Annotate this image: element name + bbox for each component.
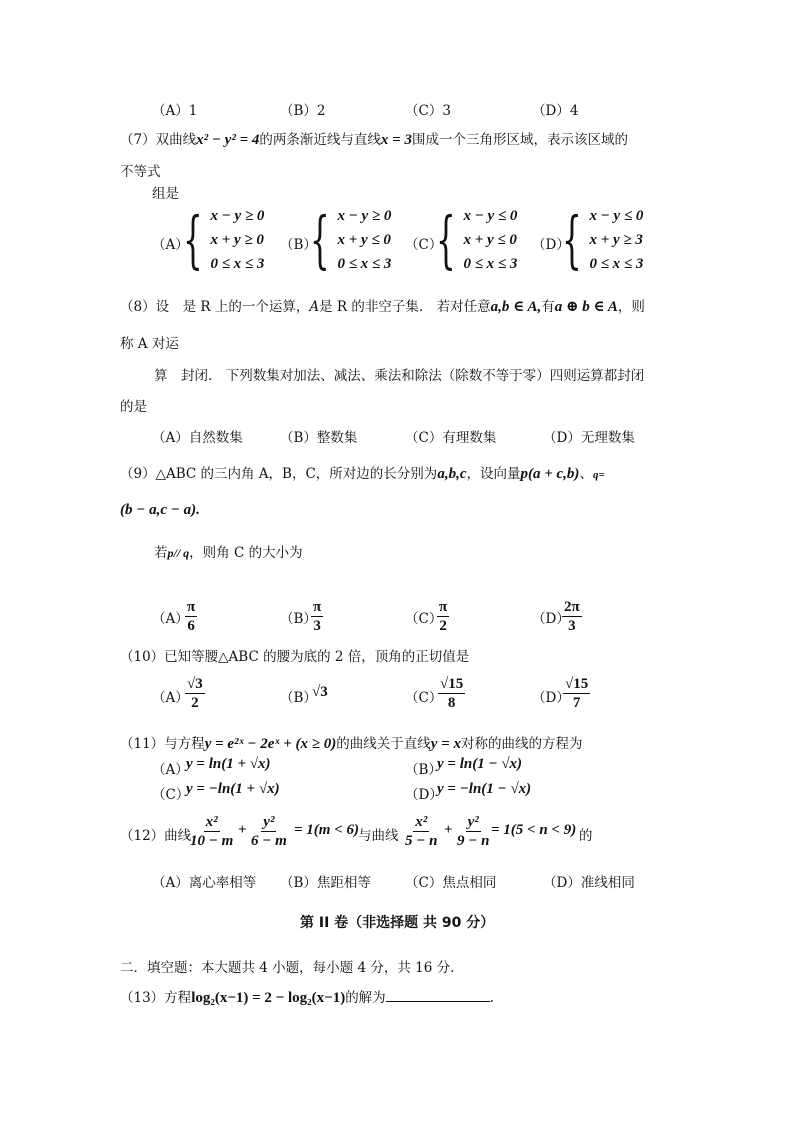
- q11-option-d-label: （D）: [405, 787, 443, 803]
- q9-mid: ，设向量: [466, 466, 521, 482]
- q8-stem: [120, 295, 645, 316]
- q11-line: y = x: [430, 736, 461, 752]
- q12-fraction-1: $\frac{\text{x²}}{10 - m}$: [190, 814, 234, 849]
- q12-option-d: （D）准线相同: [543, 875, 635, 891]
- q7-c-ineq-3: 0 ≤ x ≤ 3: [463, 256, 518, 272]
- part2-title: 第 II 卷（非选择题 共 90 分）: [300, 915, 495, 931]
- q8-set-a: A: [309, 299, 320, 315]
- q6-option-d: （D）4: [532, 103, 579, 119]
- q13-end: .: [489, 990, 494, 1006]
- q8-line2: 称 A 对运: [120, 336, 179, 352]
- q8-expr1: a,b ∈ A,: [490, 299, 542, 315]
- q7-option-b-system: { x − y ≥ 0 x + y ≤ 0 0 ≤ x ≤ 3: [310, 203, 392, 276]
- q10-option-b-value: √3: [312, 684, 328, 700]
- q7-b-ineq-1: x − y ≥ 0: [337, 208, 392, 224]
- q9-option-d-label: （D）: [532, 611, 570, 627]
- q13-suffix: 的解为: [345, 990, 386, 1006]
- q8-option-d: （D）无理数集: [543, 430, 635, 446]
- q12-prefix: （12）曲线: [120, 828, 192, 844]
- q10-option-c-label: （C）: [405, 690, 443, 706]
- q8-mid: 是 R 的非空子集. 若对任意: [319, 299, 491, 315]
- q9-ask: ，则角 C 的大小为: [189, 545, 303, 561]
- q9-sides: a,b,c: [437, 466, 467, 482]
- q10-stem: （10）已知等腰△ABC 的腰为底的 2 倍，顶角的正切值是: [120, 649, 470, 665]
- q7-hyperbola-eq: x² − y² = 4: [196, 132, 260, 148]
- q9-option-a-value: $\frac{\pi}{6}$: [187, 599, 196, 634]
- q12-condition-1: = 1(m < 6): [294, 822, 360, 838]
- q9-vector-q-label: q=: [592, 469, 605, 481]
- q9-sep: 、: [579, 466, 593, 482]
- q7-c-ineq-1: x − y ≤ 0: [463, 208, 518, 224]
- q11-mid: 的曲线关于直线: [336, 736, 431, 752]
- q9-option-b-value: $\frac{\pi}{3}$: [313, 599, 322, 634]
- q12-option-c: （C）焦点相同: [405, 875, 497, 891]
- q7-option-c-label: （C）: [405, 237, 443, 253]
- q10-option-c-value: $\frac{√15}{8}$: [440, 676, 464, 711]
- q7-b-ineq-2: x + y ≤ 0: [337, 232, 391, 248]
- q13-stem: [120, 986, 494, 1007]
- q9-if: 若: [154, 545, 168, 561]
- q12-plus-2: +: [444, 822, 453, 838]
- q11-option-a-label: （A）: [152, 762, 189, 778]
- q9-option-b-label: （B）: [280, 611, 317, 627]
- q8-option-a: （A）自然数集: [152, 430, 243, 446]
- q11-prefix: （11）与方程: [120, 736, 205, 752]
- q10-option-b-label: （B）: [280, 690, 317, 706]
- q7-a-ineq-1: x − y ≥ 0: [210, 208, 265, 224]
- q7-d-ineq-3: 0 ≤ x ≤ 3: [589, 256, 644, 272]
- q7-option-d-system: { x − y ≤ 0 x + y ≥ 3 0 ≤ x ≤ 3: [562, 203, 644, 276]
- q10-option-d-label: （D）: [532, 690, 570, 706]
- q13-prefix: （13）方程: [120, 990, 192, 1006]
- q7-a-ineq-2: x + y ≥ 0: [210, 232, 264, 248]
- q11-option-b-value: y = ln(1 − √x): [437, 756, 523, 772]
- section-heading: 二．填空题：本大题共 4 小题，每小题 4 分，共 16 分.: [120, 960, 455, 976]
- q9-prefix: （9）△ABC 的三内角 A，B，C，所对边的长分别为: [120, 466, 438, 482]
- q8-line3: 算 封闭. 下列数集对加法、减法、乘法和除法（除数不等于零）四则运算都封闭: [154, 368, 645, 384]
- q8-has: 有: [541, 299, 555, 315]
- q12-suffix: 的: [579, 828, 593, 844]
- q12-mid: 与曲线: [358, 828, 399, 844]
- q11-option-c-value: y = −ln(1 + √x): [186, 781, 280, 797]
- q11-suffix: 对称的曲线的方程为: [460, 736, 583, 752]
- q12-fraction-3: $\frac{\text{x²}}{5 - n}$: [405, 814, 438, 849]
- q7-suffix: 围成一个三角形区域，表示该区域的: [411, 132, 628, 148]
- q6-option-b: （B）2: [280, 103, 326, 119]
- q12-option-a: （A）离心率相等: [152, 875, 257, 891]
- q6-option-c: （C）3: [405, 103, 451, 119]
- q9-vector-p: p(a + c,b): [520, 466, 580, 482]
- q12-option-b: （B）焦距相等: [280, 875, 371, 891]
- q8-line4: 的是: [120, 399, 147, 415]
- q9-option-a-label: （A）: [152, 611, 189, 627]
- q12-fraction-2: $\frac{\text{y²}}{6 - m}$: [251, 814, 287, 849]
- q7-option-b-label: （B）: [280, 237, 317, 253]
- q7-c-ineq-2: x + y ≤ 0: [463, 232, 517, 248]
- q7-stem: [120, 128, 628, 149]
- q12-condition-2: = 1(5 < n < 9): [491, 822, 577, 838]
- q9-vector-q: (b − a,c − a).: [120, 502, 200, 518]
- q12-fraction-4: $\frac{\text{y²}}{9 - n}$: [457, 814, 490, 849]
- q7-option-a-label: （A）: [152, 237, 189, 253]
- q10-option-a-label: （A）: [152, 690, 189, 706]
- q7-prefix: （7）双曲线: [120, 132, 197, 148]
- q9-option-c-value: $\frac{\pi}{2}$: [439, 599, 448, 634]
- q7-option-a-system: { x − y ≥ 0 x + y ≥ 0 0 ≤ x ≤ 3: [183, 203, 265, 276]
- q7-d-ineq-2: x + y ≥ 3: [589, 232, 643, 248]
- q9-option-c-label: （C）: [405, 611, 443, 627]
- q9-option-d-value: $\frac{2\pi}{3}$: [564, 599, 580, 634]
- q8-suffix: ，则: [617, 299, 645, 315]
- q7-b-ineq-3: 0 ≤ x ≤ 3: [337, 256, 392, 272]
- q11-option-a-value: y = ln(1 + √x): [186, 756, 271, 772]
- q11-option-b-label: （B）: [405, 762, 442, 778]
- q11-stem: [120, 732, 582, 753]
- q10-option-a-value: $\frac{√3}{2}$: [187, 676, 203, 711]
- q8-prefix: （8）设 是 R 上的一个运算，: [120, 299, 310, 315]
- q11-option-d-value: y = −ln(1 − √x): [437, 781, 532, 797]
- q9-stem: [120, 462, 605, 483]
- q6-option-a: （A）1: [152, 103, 198, 119]
- q7-line2: 不等式: [120, 164, 161, 180]
- q12-plus-1: +: [238, 822, 247, 838]
- q7-a-ineq-3: 0 ≤ x ≤ 3: [210, 256, 265, 272]
- q8-option-c: （C）有理数集: [405, 430, 497, 446]
- q7-option-d-label: （D）: [532, 237, 570, 253]
- q9-parallel: p// q: [167, 546, 190, 560]
- q7-mid: 的两条渐近线与直线: [259, 132, 381, 148]
- q7-option-c-system: { x − y ≤ 0 x + y ≤ 0 0 ≤ x ≤ 3: [436, 203, 518, 276]
- q8-option-b: （B）整数集: [280, 430, 358, 446]
- q7-line-eq: x = 3: [380, 132, 412, 148]
- q11-equation: y = e²ˣ − 2eˣ + (x ≥ 0): [204, 736, 337, 752]
- q7-d-ineq-1: x − y ≤ 0: [589, 208, 644, 224]
- q8-expr2: a ⊕ b ∈ A: [554, 299, 618, 315]
- q9-condition: [154, 541, 303, 561]
- q10-option-d-value: $\frac{√15}{7}$: [565, 676, 589, 711]
- q7-line3: 组是: [152, 186, 179, 202]
- q13-answer-blank[interactable]: [386, 987, 490, 1002]
- q13-equation: log₂(x−1) = 2 − log₂(x−1): [191, 990, 346, 1006]
- q11-option-c-label: （C）: [152, 787, 190, 803]
